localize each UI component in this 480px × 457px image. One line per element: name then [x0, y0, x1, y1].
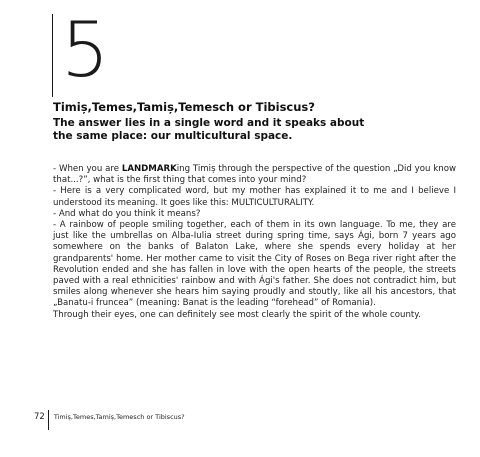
- paragraph-question-rest: ing Timiș through the perspective of the question „Did you know that...?”, what is the first thing that comes into your mind?: [53, 164, 456, 186]
- footer-divider-line: [48, 410, 49, 430]
- running-title: Timiș,Temes,Tamiș,Temesch or Tibiscus?: [53, 413, 185, 421]
- paragraph-conclusion: Through their eyes, one can definitely see most clearly the spirit of the whole county.: [53, 309, 421, 320]
- paragraph-followup: - And what do you think it means?: [53, 208, 201, 219]
- chapter-divider-line: [52, 14, 53, 97]
- paragraph-story: - A rainbow of people smiling together, each of them in its own language. To me, they are just like the umbrellas on Alba-Iulia street during spring time, says Ági, born 7 years ago somewhere on the banks of Balaton Lake, where she spends every holiday at her grandparents' home. Her mother came to visit the City of Roses on Bega river right after the Revolution ended and she has fallen in love with the open hearts of the people, the streets paved with a real ethnicities' rainbow and with Ági's father. She does not contradict him, but smiles along whenever she hears him saying proudly and stoutly, like all his ancestors, that „Banatu-i fruncea” (meaning: Banat is the leading “forehead” of Romania).: [53, 220, 456, 309]
- section-subtitle: The answer lies in a single word and it speaks about the same place: our multicultural space.: [53, 117, 365, 142]
- page-number: 72: [34, 412, 45, 422]
- paragraph-answer: - Here is a very complicated word, but my mother has explained it to me and I believe I understood its meaning. It goes like this: MULTICULTURALITY.: [53, 186, 456, 208]
- section-title: Timiș,Temes,Tamiș,Temesch or Tibiscus?: [53, 100, 315, 114]
- body-text: [53, 164, 456, 321]
- paragraph-question-lead: - When you are: [53, 164, 122, 174]
- page-footer: [34, 411, 185, 423]
- chapter-number: 5: [61, 5, 108, 94]
- landmark-emphasis: LANDMARK: [121, 164, 177, 174]
- paragraph-question: [53, 164, 456, 186]
